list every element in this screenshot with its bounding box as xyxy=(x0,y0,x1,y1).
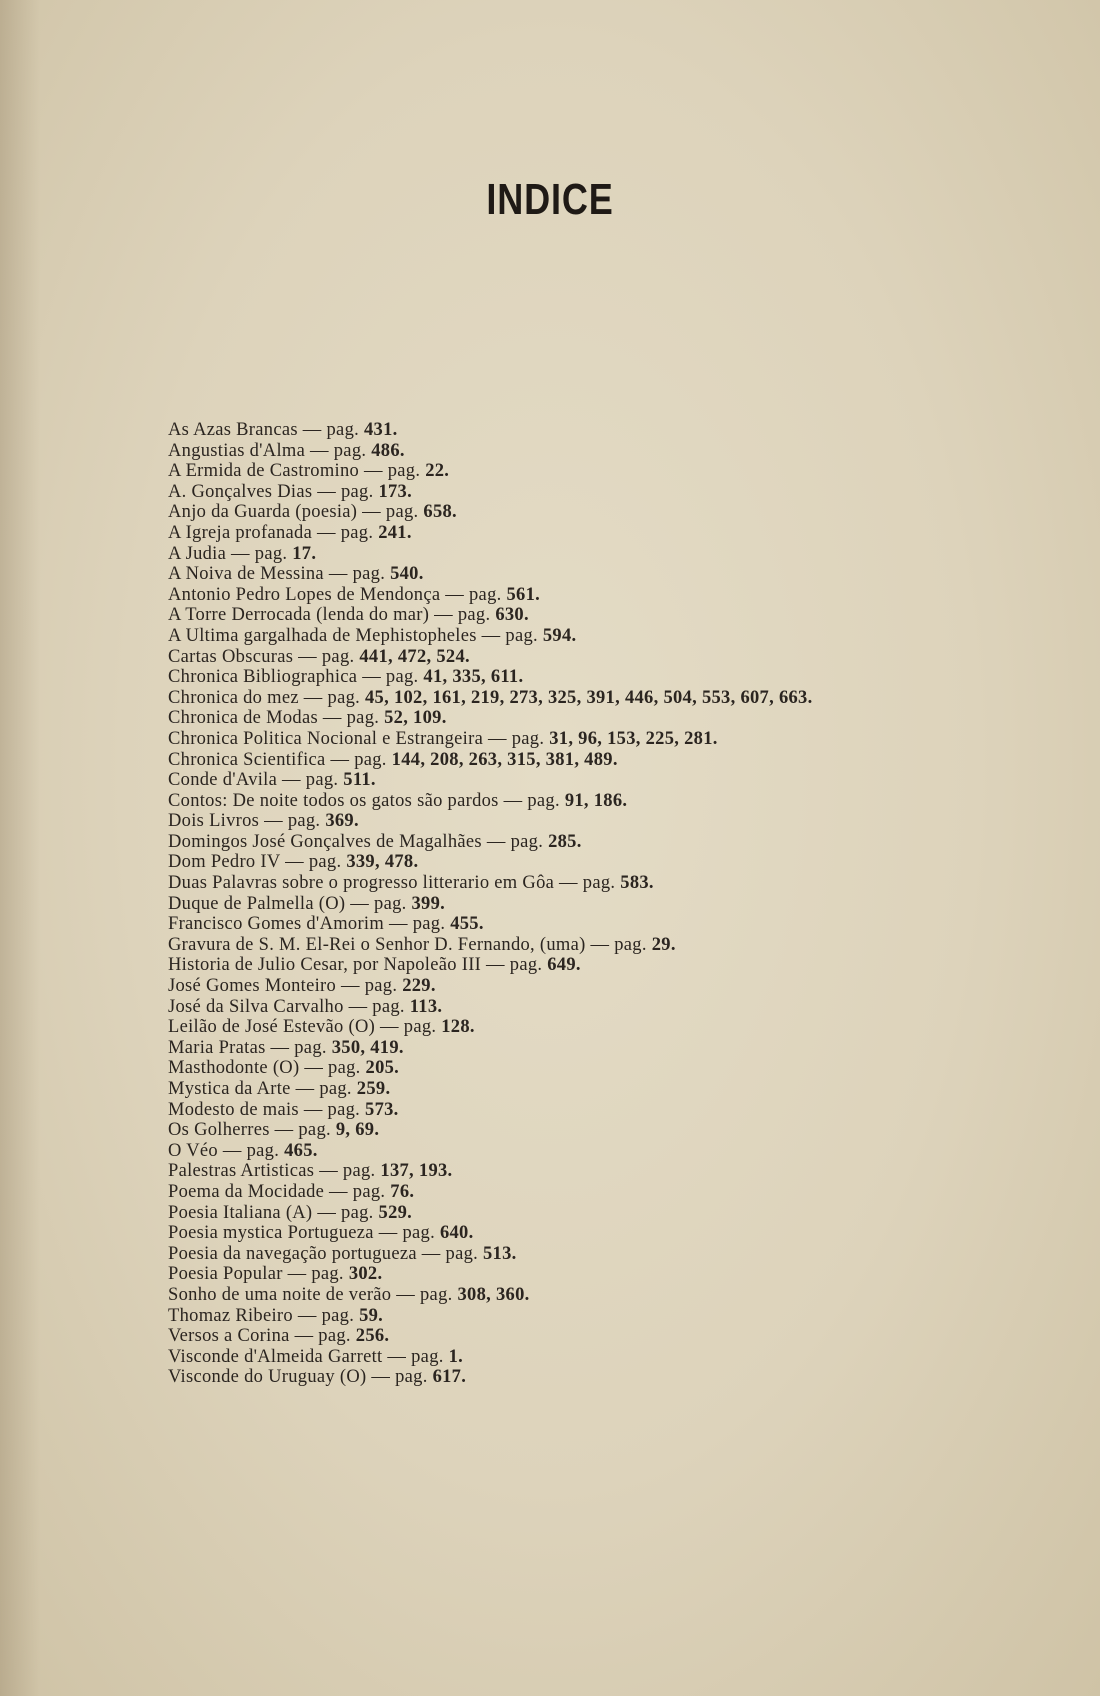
entry-title: O Véo — pag. xyxy=(168,1140,280,1161)
index-entry xyxy=(168,626,868,647)
index-entry xyxy=(168,605,868,626)
index-entry xyxy=(168,708,868,729)
entry-pages: 441, 472, 524. xyxy=(359,646,470,667)
index-entry xyxy=(168,1182,868,1203)
index-entry xyxy=(168,955,868,976)
entry-title: Visconde do Uruguay (O) — pag. xyxy=(168,1367,428,1388)
entry-title: Duque de Palmella (O) — pag. xyxy=(168,893,407,914)
entry-title: Poesia mystica Portugueza — pag. xyxy=(168,1223,436,1244)
entry-pages: 241. xyxy=(378,522,412,543)
entry-pages: 350, 419. xyxy=(331,1037,404,1058)
index-entry xyxy=(168,873,868,894)
entry-title: Poema da Mocidade — pag. xyxy=(168,1181,386,1202)
index-entry xyxy=(168,852,868,873)
entry-pages: 302. xyxy=(348,1264,383,1285)
entry-title: A. Gonçalves Dias — pag. xyxy=(168,481,374,502)
entry-pages: 31, 96, 153, 225, 281. xyxy=(549,728,718,749)
entry-title: Thomaz Ribeiro — pag. xyxy=(168,1305,355,1326)
entry-pages: 113. xyxy=(409,996,443,1017)
index-entry xyxy=(168,1306,868,1327)
entry-pages: 59. xyxy=(359,1305,384,1326)
index-entry xyxy=(168,791,868,812)
entry-title: Poesia Popular — pag. xyxy=(168,1264,344,1285)
entry-title: Antonio Pedro Lopes de Mendonça — pag. xyxy=(168,584,502,605)
entry-pages: 173. xyxy=(378,481,413,502)
entry-title: A Torre Derrocada (lenda do mar) — pag. xyxy=(168,605,491,626)
entry-pages: 41, 335, 611. xyxy=(423,667,524,688)
page-edge-shadow xyxy=(0,0,40,1696)
index-entry xyxy=(168,1120,868,1141)
entry-title: Gravura de S. M. El-Rei o Senhor D. Fernando, (uma) — pag. xyxy=(168,934,647,955)
index-entry xyxy=(168,647,868,668)
entry-pages: 658. xyxy=(423,502,457,523)
entry-pages: 431. xyxy=(363,420,398,440)
index-entry xyxy=(168,420,868,441)
entry-pages: 229. xyxy=(402,976,436,997)
index-entry xyxy=(168,811,868,832)
index-list xyxy=(168,420,868,1388)
entry-title: Conde d'Avila — pag. xyxy=(168,770,339,791)
entry-pages: 22. xyxy=(425,461,450,482)
index-entry xyxy=(168,1038,868,1059)
entry-title: Visconde d'Almeida Garrett — pag. xyxy=(168,1346,444,1367)
entry-pages: 17. xyxy=(292,543,317,564)
entry-title: Anjo da Guarda (poesia) — pag. xyxy=(168,502,419,523)
entry-pages: 45, 102, 161, 219, 273, 325, 391, 446, 504, 553, 607, 663. xyxy=(365,687,813,708)
entry-pages: 513. xyxy=(483,1243,517,1264)
entry-pages: 29. xyxy=(651,934,676,955)
index-entry xyxy=(168,564,868,585)
entry-title: A Ultima gargalhada de Mephistopheles — pag. xyxy=(168,625,538,646)
index-entry xyxy=(168,914,868,935)
entry-pages: 76. xyxy=(390,1181,415,1202)
entry-title: Domingos José Gonçalves de Magalhães — pag. xyxy=(168,831,544,852)
entry-pages: 205. xyxy=(365,1058,400,1079)
entry-title: Leilão de José Estevão (O) — pag. xyxy=(168,1017,437,1038)
index-entry xyxy=(168,729,868,750)
entry-pages: 137, 193. xyxy=(380,1161,453,1182)
entry-title: Modesto de mais — pag. xyxy=(168,1099,361,1120)
entry-title: Historia de Julio Cesar, por Napoleão III — pag. xyxy=(168,955,543,976)
index-entry xyxy=(168,523,868,544)
entry-title: A Igreja profanada — pag. xyxy=(168,522,374,543)
index-entry xyxy=(168,1100,868,1121)
entry-pages: 630. xyxy=(495,605,529,626)
entry-title: Chronica Politica Nocional e Estrangeira — pag. xyxy=(168,728,545,749)
entry-pages: 256. xyxy=(355,1326,390,1347)
index-entry xyxy=(168,1244,868,1265)
entry-title: Dois Livros — pag. xyxy=(168,811,321,832)
index-entry xyxy=(168,1017,868,1038)
entry-pages: 455. xyxy=(450,914,484,935)
entry-pages: 285. xyxy=(548,831,582,852)
index-entry xyxy=(168,688,868,709)
index-entry xyxy=(168,667,868,688)
entry-pages: 9, 69. xyxy=(335,1120,380,1141)
entry-pages: 465. xyxy=(284,1140,318,1161)
entry-pages: 649. xyxy=(547,955,581,976)
entry-title: José Gomes Monteiro — pag. xyxy=(168,976,398,997)
entry-pages: 1. xyxy=(448,1346,464,1367)
entry-pages: 573. xyxy=(365,1099,399,1120)
entry-pages: 369. xyxy=(325,811,359,832)
entry-title: Cartas Obscuras — pag. xyxy=(168,646,355,667)
index-entry xyxy=(168,1141,868,1162)
entry-pages: 259. xyxy=(356,1079,391,1099)
entry-pages: 540. xyxy=(390,564,424,585)
page-title: INDICE xyxy=(486,175,614,225)
index-entry xyxy=(168,1367,868,1388)
entry-title: Palestras Artisticas — pag. xyxy=(168,1161,376,1182)
entry-pages: 511. xyxy=(343,770,376,791)
entry-pages: 128. xyxy=(441,1017,475,1038)
entry-pages: 617. xyxy=(432,1367,467,1388)
entry-title: Mystica da Arte — pag. xyxy=(168,1079,352,1099)
index-entry xyxy=(168,461,868,482)
entry-pages: 339, 478. xyxy=(346,852,419,873)
index-entry xyxy=(168,1058,868,1079)
index-entry xyxy=(168,544,868,565)
entry-pages: 583. xyxy=(620,873,654,894)
index-entry xyxy=(168,1285,868,1306)
index-entry xyxy=(168,585,868,606)
index-entry xyxy=(168,1223,868,1244)
index-entry xyxy=(168,997,868,1018)
entry-title: José da Silva Carvalho — pag. xyxy=(168,996,405,1017)
entry-title: A Noiva de Messina — pag. xyxy=(168,564,386,585)
index-entry xyxy=(168,482,868,503)
entry-title: Dom Pedro IV — pag. xyxy=(168,852,342,873)
entry-title: A Judia — pag. xyxy=(168,543,288,564)
entry-title: Masthodonte (O) — pag. xyxy=(168,1058,361,1079)
index-entry xyxy=(168,1347,868,1368)
entry-title: A Ermida de Castromino — pag. xyxy=(168,461,421,482)
index-entry xyxy=(168,1203,868,1224)
entry-title: Angustias d'Alma — pag. xyxy=(168,440,367,461)
entry-title: Francisco Gomes d'Amorim — pag. xyxy=(168,914,446,935)
index-entry xyxy=(168,1161,868,1182)
index-entry xyxy=(168,502,868,523)
entry-pages: 529. xyxy=(378,1202,413,1223)
entry-pages: 640. xyxy=(439,1223,474,1244)
index-entry xyxy=(168,1264,868,1285)
entry-title: As Azas Brancas — pag. xyxy=(168,420,360,440)
entry-pages: 144, 208, 263, 315, 381, 489. xyxy=(391,749,618,770)
entry-title: Chronica Bibliographica — pag. xyxy=(168,667,419,688)
entry-title: Contos: De noite todos os gatos são pardos — pag. xyxy=(168,790,560,811)
entry-pages: 308, 360. xyxy=(457,1284,530,1305)
index-entry xyxy=(168,750,868,771)
entry-title: Os Golherres — pag. xyxy=(168,1120,331,1141)
entry-pages: 52, 109. xyxy=(384,708,447,729)
index-entry xyxy=(168,976,868,997)
entry-title: Poesia Italiana (A) — pag. xyxy=(168,1202,374,1223)
entry-pages: 91, 186. xyxy=(564,790,628,811)
entry-title: Duas Palavras sobre o progresso litterario em Gôa — pag. xyxy=(168,873,616,894)
index-entry xyxy=(168,935,868,956)
entry-pages: 486. xyxy=(371,440,405,461)
entry-title: Chronica Scientifica — pag. xyxy=(168,749,387,770)
entry-pages: 561. xyxy=(506,584,541,605)
index-entry xyxy=(168,894,868,915)
index-entry xyxy=(168,441,868,462)
index-entry xyxy=(168,1079,868,1100)
entry-title: Poesia da navegação portugueza — pag. xyxy=(168,1243,479,1264)
entry-title: Sonho de uma noite de verão — pag. xyxy=(168,1284,453,1305)
entry-title: Chronica do mez — pag. xyxy=(168,687,361,708)
entry-title: Maria Pratas — pag. xyxy=(168,1037,327,1058)
index-entry xyxy=(168,1326,868,1347)
entry-title: Chronica de Modas — pag. xyxy=(168,708,380,729)
entry-pages: 594. xyxy=(542,625,577,646)
index-entry xyxy=(168,832,868,853)
entry-title: Versos a Corina — pag. xyxy=(168,1326,351,1347)
index-entry xyxy=(168,770,868,791)
entry-pages: 399. xyxy=(411,893,446,914)
